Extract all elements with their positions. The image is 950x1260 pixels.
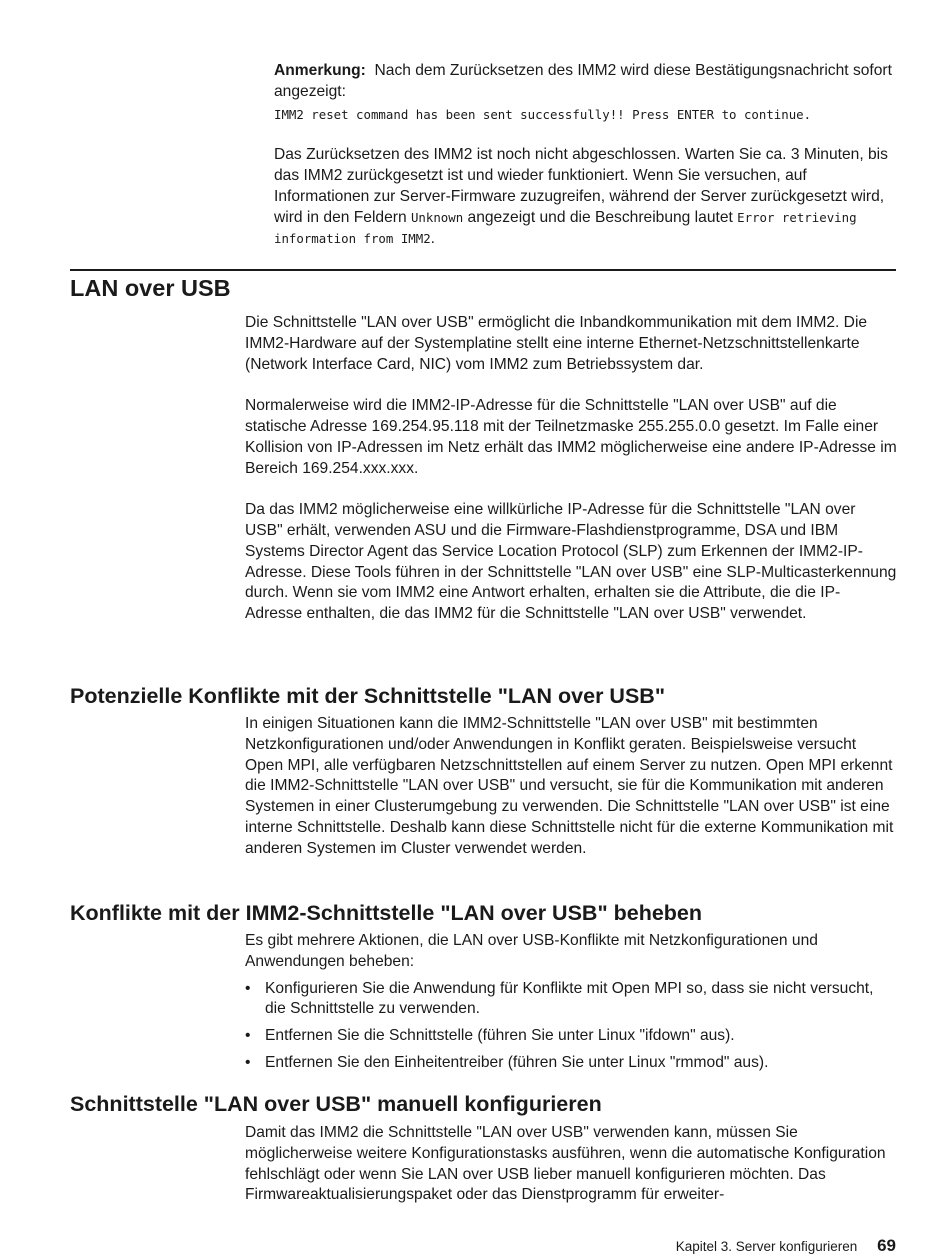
- resolve-bullet-list: [245, 979, 897, 1074]
- list-item: • Entfernen Sie die Schnittstelle (führen Sie unter Linux "ifdown" aus).: [245, 1026, 897, 1047]
- manual-paragraph: Damit das IMM2 die Schnittstelle "LAN over USB" verwenden kann, müssen Sie möglicherweise weitere Konfigurationstasks ausführen, wenn die automatische Konfiguration fehlschlägt oder wenn Sie LAN over USB lieber manuell konfigurieren möchten. Das Firmwareaktualisierungspaket oder das Dienstprogramm für erweiter-: [245, 1124, 886, 1204]
- resolve-body: [245, 931, 897, 1074]
- heading-potential-conflicts: Potenzielle Konflikte mit der Schnittstelle "LAN over USB": [70, 684, 666, 708]
- note-text: [274, 60, 894, 102]
- page-number: 69: [877, 1236, 896, 1255]
- note-paragraph: [274, 144, 894, 249]
- lan-paragraph-1: Die Schnittstelle "LAN over USB" ermöglicht die Inbandkommunikation mit dem IMM2. Die IMM2-Hardware auf der Systemplatine stellt eine interne Ethernet-Netzschnittstellenkarte (Network Interface Card, NIC) vom IMM2 zum Betriebssystem dar.: [245, 314, 868, 373]
- note-para-end: .: [430, 230, 435, 247]
- list-item: • Konfigurieren Sie die Anwendung für Konflikte mit Open MPI so, dass sie nicht versucht, die Schnittstelle zu verwenden.: [245, 979, 897, 1021]
- list-item: • Entfernen Sie den Einheitentreiber (führen Sie unter Linux "rmmod" aus).: [245, 1053, 897, 1074]
- manual-config-body: [245, 1123, 897, 1206]
- note-para-code2: Error retrieving information from IMM2: [274, 210, 857, 246]
- lan-over-usb-body: [245, 313, 897, 625]
- resolve-intro: Es gibt mehrere Aktionen, die LAN over USB-Konflikte mit Netzkonfigurationen und Anwendungen beheben:: [245, 932, 818, 970]
- note-code: IMM2 reset command has been sent successfully!! Press ENTER to continue.: [274, 107, 812, 122]
- lan-paragraph-2: Normalerweise wird die IMM2-IP-Adresse für die Schnittstelle "LAN over USB" auf die statische Adresse 169.254.95.118 mit der Teilnetzmaske 255.255.0.0 gesetzt. Im Falle einer Kollision von IP-Adressen im Netz erhält das IMM2 möglicherweise eine andere IP-Adresse im Bereich 169.254.xxx.xxx.: [245, 397, 897, 477]
- note-para-part2: angezeigt und die Beschreibung lautet: [467, 209, 733, 226]
- section-divider: [70, 269, 896, 271]
- heading-resolve-conflicts: Konflikte mit der IMM2-Schnittstelle "LAN over USB" beheben: [70, 901, 703, 925]
- heading-lan-over-usb: LAN over USB: [70, 275, 231, 301]
- conflicts-paragraph: In einigen Situationen kann die IMM2-Schnittstelle "LAN over USB" mit bestimmten Netzkonfigurationen und/oder Anwendungen in Konflikt geraten. Beispielsweise versucht Open MPI, alle verfügbaren Netzschnittstellen auf einem Server zu nutzen. Open MPI erkennt die IMM2-Schnittstelle "LAN over USB" und versucht, sie für die Kommunikation mit anderen Systemen in einer Clusterumgebung zu verwenden. Die Schnittstelle "LAN over USB" ist eine interne Schnittstelle. Deshalb kann diese Schnittstelle nicht für die externe Kommunikation mit anderen Systemen im Cluster verwendet werden.: [245, 715, 894, 857]
- note-block: [274, 60, 894, 249]
- note-message: Nach dem Zurücksetzen des IMM2 wird diese Bestätigungsnachricht sofort angezeigt:: [274, 62, 892, 100]
- note-para-part1: Das Zurücksetzen des IMM2 ist noch nicht abgeschlossen. Warten Sie ca. 3 Minuten, bis das IMM2 zurückgesetzt ist und wieder funktioniert. Wenn Sie versuchen, auf Informationen zur Server-Firmware zuzugreifen, während der Server zurückgesetzt wird, wird in den Feldern: [274, 146, 888, 226]
- conflicts-body: [245, 714, 897, 860]
- page-footer: [676, 1236, 896, 1256]
- heading-manual-config: Schnittstelle "LAN over USB" manuell konfigurieren: [70, 1092, 602, 1116]
- note-label: Anmerkung:: [274, 62, 366, 79]
- lan-paragraph-3: Da das IMM2 möglicherweise eine willkürliche IP-Adresse für die Schnittstelle "LAN over USB" erhält, verwenden ASU und die Firmware-Flashdienstprogramme, DSA und IBM Systems Director Agent das Service Location Protocol (SLP) zum Erkennen der IMM2-IP-Adresse. Diese Tools führen in der Schnittstelle "LAN over USB" eine SLP-Multicasterkennung durch. Wenn sie vom IMM2 eine Antwort erhalten, erhalten sie die Attribute, die die IP-Adresse enthalten, die das IMM2 für die Schnittstelle "LAN over USB" verwendet.: [245, 501, 897, 623]
- footer-chapter: Kapitel 3. Server konfigurieren: [675, 1239, 858, 1254]
- note-para-code1: Unknown: [410, 210, 464, 225]
